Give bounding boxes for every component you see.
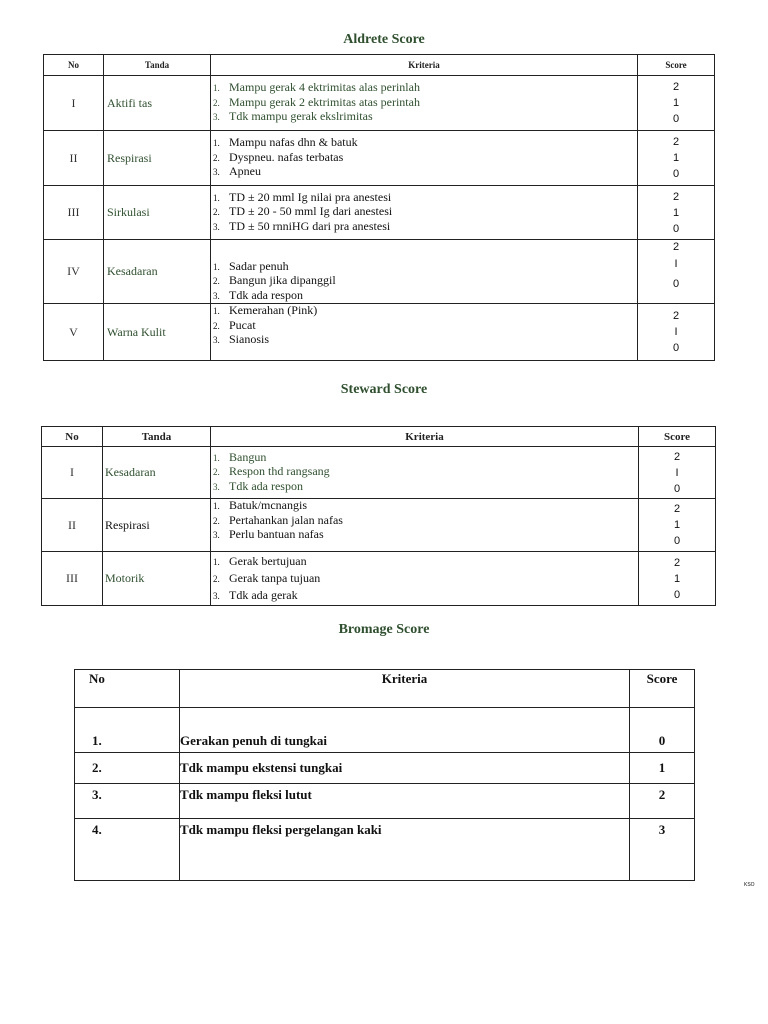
row-score: 1	[630, 753, 695, 784]
table-header-row	[42, 427, 716, 447]
header-tanda: Tanda	[104, 55, 211, 76]
criterion: 2. Pertahankan jalan nafas	[213, 512, 343, 527]
row-score: 2	[630, 784, 695, 819]
steward-title: Steward Score	[340, 382, 428, 397]
row-score: 0	[630, 708, 695, 753]
row-scores: 2 1 0	[639, 499, 716, 552]
row-no: I	[44, 76, 104, 131]
row-scores: 2 I 0	[638, 304, 715, 361]
row-tanda: Respirasi	[103, 499, 211, 552]
criterion: 2. Respon thd rangsang	[213, 464, 330, 479]
row-kriteria: Tdk mampu ekstensi tungkai	[180, 753, 630, 784]
row-tanda: Kesadaran	[104, 240, 211, 304]
row-kriteria: Tdk mampu fleksi pergelangan kaki	[180, 819, 630, 881]
row-no: II	[44, 131, 104, 186]
criterion: 1. Gerak bertujuan	[213, 554, 307, 568]
criterion: 1. TD ± 20 mml Ig nilai pra anestesi	[213, 189, 392, 204]
row-no: 1.	[75, 708, 180, 753]
row-kriteria: Tdk mampu fleksi lutut	[180, 784, 630, 819]
criterion: 2. Mampu gerak 2 ektrimitas atas perintah	[213, 94, 420, 109]
row-tanda: Aktifi tas	[104, 76, 211, 131]
row-tanda: Warna Kulit	[104, 304, 211, 361]
row-scores: 2 1 0	[638, 186, 715, 240]
criterion: 3. Tdk ada respon	[213, 478, 303, 493]
table-row	[44, 304, 715, 361]
header-score: Score	[630, 670, 695, 708]
header-kriteria: Kriteria	[211, 427, 639, 447]
table-row	[44, 186, 715, 240]
row-no: III	[42, 552, 103, 606]
row-scores: 2 1 0	[639, 552, 716, 606]
criterion: 3. Sianosis	[213, 332, 270, 346]
header-no: No	[75, 670, 180, 708]
table-row	[42, 552, 716, 606]
row-score: 3	[630, 819, 695, 881]
table-row	[75, 708, 695, 753]
row-no: 2.	[75, 753, 180, 784]
row-no: 4.	[75, 819, 180, 881]
table-row	[75, 784, 695, 819]
table-row	[44, 240, 715, 304]
row-no: II	[42, 499, 103, 552]
criterion: 1. Kemerahan (Pink)	[213, 303, 318, 317]
criterion: 2. Gerak tanpa tujuan	[213, 571, 321, 585]
criterion: 2. Dyspneu. nafas terbatas	[213, 149, 344, 164]
table-row	[44, 76, 715, 131]
criterion: 1. Bangun	[213, 449, 267, 464]
row-kriteria	[211, 186, 638, 240]
criterion: 2. Pucat	[213, 317, 256, 332]
aldrete-table	[43, 54, 715, 361]
table-header-row	[44, 55, 715, 76]
footnote: KSO	[744, 882, 755, 888]
criterion: 3. Tdk mampu gerak ekslrimitas	[213, 109, 373, 124]
row-kriteria	[211, 76, 638, 131]
bromage-title: Bromage Score	[338, 622, 430, 637]
row-kriteria	[211, 304, 638, 361]
header-tanda: Tanda	[103, 427, 211, 447]
criterion: 1. Mampu gerak 4 ektrimitas alas perinlah	[213, 80, 420, 95]
table-row	[42, 499, 716, 552]
row-scores: 2 I 0	[639, 447, 716, 499]
row-kriteria	[211, 499, 639, 552]
table-header-row	[75, 670, 695, 708]
row-tanda: Kesadaran	[103, 447, 211, 499]
row-scores: 2 I 0	[638, 240, 715, 304]
table-row	[75, 819, 695, 881]
steward-table	[41, 426, 716, 606]
row-kriteria	[211, 240, 638, 304]
row-tanda: Respirasi	[104, 131, 211, 186]
row-no: V	[44, 304, 104, 361]
criterion: 2. Bangun jika dipanggil	[213, 273, 336, 287]
row-kriteria	[211, 552, 639, 606]
header-score: Score	[638, 55, 715, 76]
criterion: 1. Batuk/mcnangis	[213, 498, 307, 512]
row-tanda: Sirkulasi	[104, 186, 211, 240]
row-tanda: Motorik	[103, 552, 211, 606]
criterion: 2. TD ± 20 - 50 mml Ig dari anestesi	[213, 204, 393, 219]
header-no: No	[44, 55, 104, 76]
table-row	[42, 447, 716, 499]
header-kriteria: Kriteria	[211, 55, 638, 76]
criterion: 3. Tdk ada respon	[213, 287, 303, 302]
criterion: 3. TD ± 50 rnniHG dari pra anestesi	[213, 218, 391, 233]
criterion: 3. Perlu bantuan nafas	[213, 527, 324, 541]
row-no: IV	[44, 240, 104, 304]
table-row	[75, 753, 695, 784]
row-no: III	[44, 186, 104, 240]
bromage-table	[74, 669, 695, 881]
row-scores: 2 1 0	[638, 131, 715, 186]
table-row	[44, 131, 715, 186]
header-score: Score	[639, 427, 716, 447]
aldrete-title: Aldrete Score	[343, 32, 425, 47]
header-no: No	[42, 427, 103, 447]
row-no: 3.	[75, 784, 180, 819]
row-no: I	[42, 447, 103, 499]
row-kriteria: Gerakan penuh di tungkai	[180, 708, 630, 753]
row-scores: 2 1 0	[638, 76, 715, 131]
row-kriteria	[211, 131, 638, 186]
criterion: 1. Sadar penuh	[213, 258, 289, 273]
criterion: 3. Apneu	[213, 164, 261, 179]
row-kriteria	[211, 447, 639, 499]
header-kriteria: Kriteria	[180, 670, 630, 708]
criterion: 3. Tdk ada gerak	[213, 588, 298, 602]
criterion: 1. Mampu nafas dhn & batuk	[213, 135, 358, 150]
